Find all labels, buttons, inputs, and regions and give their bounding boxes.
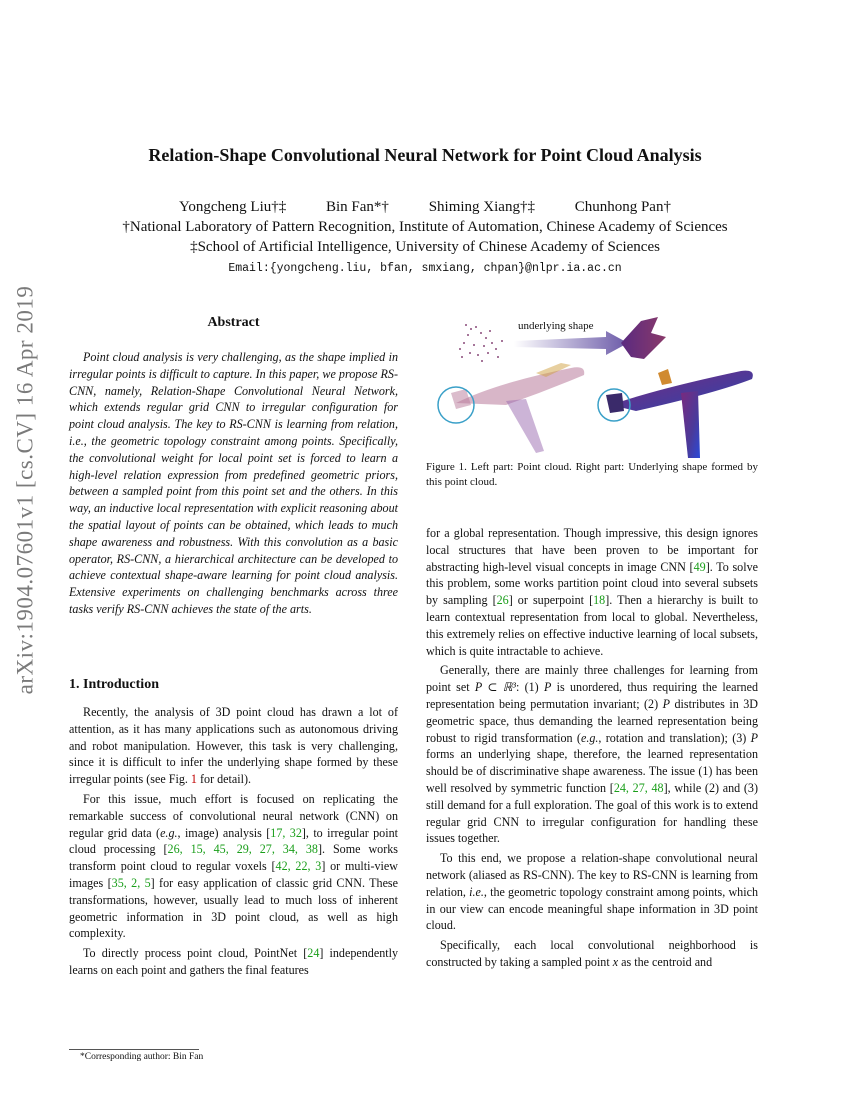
author-email: Email:{yongcheng.liu, bfan, smxiang, chpan}@nlpr.ia.ac.cn [228, 262, 622, 275]
right-paragraph-3: To this end, we propose a relation-shape convolutional neural network (aliased as RS-CNN). The key to RS-CNN is learning from relation, i.e., the geometric topology constraint among points, which in our view can encode meaningful shape information in 3D point cloud. [426, 851, 758, 933]
figure-1-illustration [426, 313, 758, 461]
citation-link[interactable]: 42, 22, 3 [275, 859, 322, 874]
intro-paragraph-1: Recently, the analysis of 3D point cloud has drawn a lot of attention, as it has many applications such as autonomous driving and robot manipulation. However, this task is very challenging, since it is difficult to infer the underlying shape formed by these irregular points (see Fig. 1 for detail). [69, 705, 398, 787]
affiliation-1: †National Laboratory of Pattern Recognition, Institute of Automation, Chinese Academy of Sciences [122, 219, 728, 235]
author-list [60, 199, 790, 216]
introduction-body [69, 704, 398, 982]
right-paragraph-1: for a global representation. Though impressive, this design ignores local structures that have been proven to be important for abstracting high-level visual concepts in image CNN [49]. To solve this problem, some works partition point cloud into several subsets by sampling [26] or superpoint [18]. Then a hierarchy is built to learn contextual representation from local to global. Nevertheless, this extremely relies on effective inductive learning of local subsets, which is quite intractable to achieve. [426, 526, 759, 658]
introduction-heading: 1. Introduction [69, 677, 159, 692]
underlying-shape-label: underlying shape [518, 320, 594, 332]
figure-1-caption: Figure 1. Left part: Point cloud. Right part: Underlying shape formed by this point cloud. [426, 461, 758, 488]
right-column-body [426, 525, 758, 974]
intro-paragraph-2: For this issue, much effort is focused on replicating the remarkable success of convolutional neural network (CNN) on regular grid data (e.g., image) analysis [17, 32], to irregular point cloud processing [26, 15, 45, 29, 27, 34, 38]. Some works transform point cloud to regular voxels [42, 22, 3] or multi-view images [35, 2, 5] for easy application of classic grid CNN. These transformations, however, usually lead to much loss of inherent geometric information in 3D point cloud, as well as high complexity. [69, 791, 399, 941]
abstract-body [69, 349, 398, 621]
figure-reference-link[interactable]: 1 [190, 772, 197, 787]
citation-link[interactable]: 26, 15, 45, 29, 27, 34, 38 [167, 842, 318, 857]
paper-title: Relation-Shape Convolutional Neural Network for Point Cloud Analysis [148, 145, 702, 165]
point-cloud-airplane [451, 363, 584, 453]
author-2: Bin Fan*† [326, 199, 389, 215]
citation-link[interactable]: 24, 27, 48 [613, 780, 664, 795]
citation-link[interactable]: 24 [307, 946, 320, 961]
citation-link[interactable]: 17, 32 [270, 825, 302, 840]
author-3: Shiming Xiang†‡ [428, 199, 535, 215]
abstract-text: Point cloud analysis is very challenging, as the shape implied in irregular points is difficult to capture. In this paper, we propose RS-CNN, namely, Relation-Shape Convolutional Neural Network, which extends regular grid CNN to irregular configuration for point cloud analysis. The key to RS-CNN is learning from relation, i.e., the geometric topology constraint among points. Specifically, the convolutional weight for local point set is forced to learn a high-level relation expression from predefined geometric priors, between a sampled point from this point set and the others. In this way, an inductive local representation with explicit reasoning about the spatial layout of points can be obtained, which leads to much shape awareness and robustness. With this convolution as a basic operator, RS-CNN, a hierarchical architecture can be developed to achieve contextual shape-aware learning for point cloud analysis. Extensive experiments on challenging benchmarks across three tasks verify RS-CNN achieves the state of the arts. [69, 350, 398, 616]
arrow-icon [514, 331, 628, 355]
author-4: Chunhong Pan† [574, 199, 671, 215]
citation-link[interactable]: 35, 2, 5 [111, 875, 151, 890]
citation-link[interactable]: 26 [496, 593, 509, 608]
arxiv-sidebar [2, 285, 48, 695]
affiliation-2: ‡School of Artificial Intelligence, University of Chinese Academy of Sciences [190, 239, 660, 255]
right-paragraph-4: Specifically, each local convolutional neighborhood is constructed by taking a sampled point x as the centroid and [426, 938, 758, 969]
right-paragraph-2: Generally, there are mainly three challenges for learning from point set P ⊂ ℝ³: (1) P is unordered, thus requiring the learned representation being permutation invariant; (2) P distributes in 3D geometric space, thus demanding the learned representation being robust to rigid transformation (e.g., rotation and translation); (3) P forms an underlying shape, therefore, the learned representation should be of discriminative shape awareness. The issue (1) has been well resolved by symmetric function [24, 27, 48], while (2) and (3) still demand for a full exploration. The goal of this work is to extend regular grid CNN to irregular configuration for handling these issues together. [426, 663, 759, 846]
citation-link[interactable]: 49 [693, 559, 706, 574]
author-1: Yongcheng Liu†‡ [179, 199, 287, 215]
figure-1 [426, 313, 758, 461]
sparse-point-cluster [459, 324, 503, 362]
footnote-divider [69, 1049, 199, 1050]
citation-link[interactable]: 18 [593, 593, 606, 608]
tail-shape-icon [621, 317, 666, 359]
intro-paragraph-3: To directly process point cloud, PointNet [24] independently learns on each point and gathers the final features [69, 946, 399, 977]
arxiv-identifier: arXiv:1904.07601v1 [cs.CV] 16 Apr 2019 [12, 285, 37, 695]
abstract-heading: Abstract [207, 315, 260, 330]
footnote: *Corresponding author: Bin Fan [80, 1052, 204, 1062]
